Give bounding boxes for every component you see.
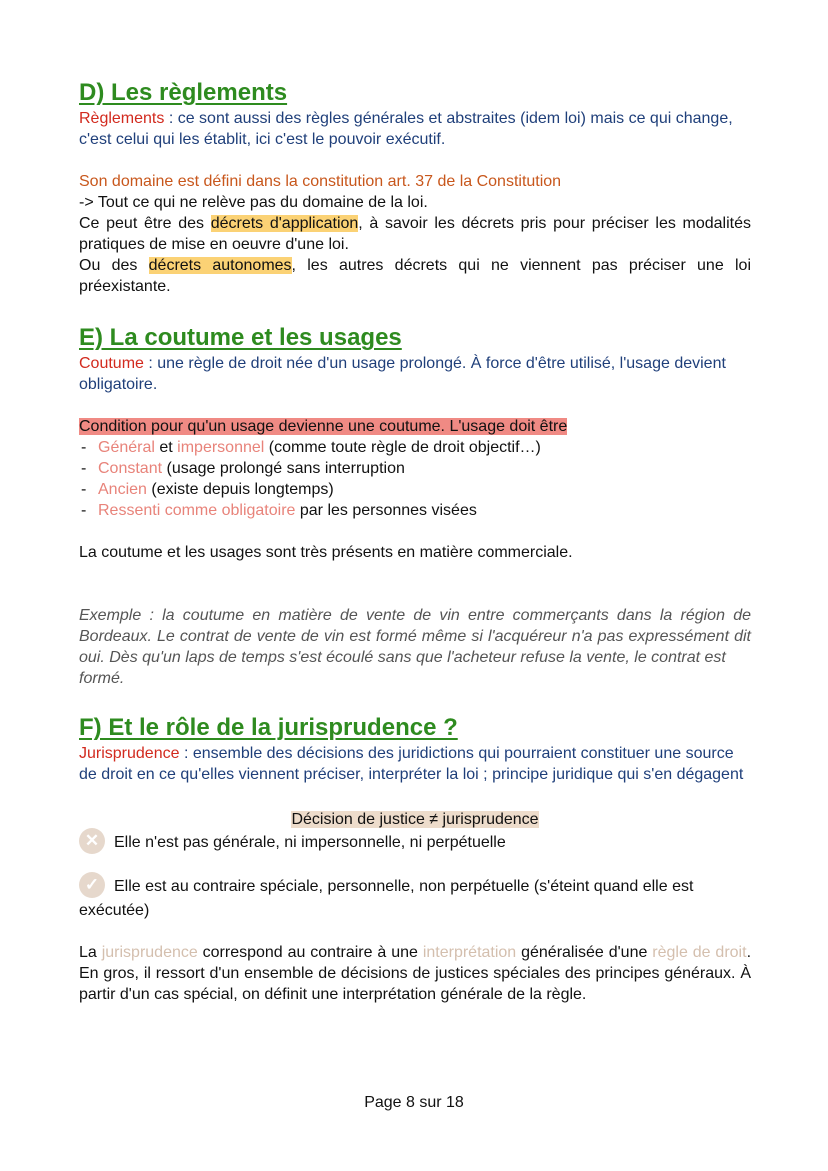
- commercial-line: La coutume et les usages sont très présents en matière commerciale.: [79, 544, 573, 561]
- coutume-definition-text: : une règle de droit née d'un usage prolongé. À force d'être utilisé, l'usage devient obligatoire.: [79, 355, 726, 393]
- list-item: [79, 500, 751, 521]
- jurisprudence-definition-text: : ensemble des décisions des juridictions qui pourraient constituer une source de droit en ce qu'elles viennent préciser, interpréter la loi ; principe juridique qui s'en dégagent: [79, 745, 744, 783]
- text-run: par les personnes visées: [295, 502, 477, 519]
- reglements-definition-text: : ce sont aussi des règles générales et abstraites (idem loi) mais ce qui change, c'est celui qui les établit, ici c'est le pouvoir exécutif.: [79, 110, 733, 148]
- text-run: et: [154, 439, 178, 456]
- decrets-application-paragraph: [79, 213, 751, 255]
- cross-statement: [79, 830, 751, 856]
- text-run: La: [79, 944, 102, 961]
- page-number: Page 8 sur 18: [364, 1094, 464, 1111]
- section-f-heading: F) Et le rôle de la jurisprudence ?: [79, 714, 458, 741]
- document-page: [79, 78, 751, 1005]
- cross-text: Elle n'est pas générale, ni impersonnelle, ni perpétuelle: [114, 834, 506, 852]
- text-run: (existe depuis longtemps): [146, 481, 334, 498]
- regle-de-droit-faint: règle de droit: [652, 944, 747, 961]
- text-run: correspond au contraire à une: [197, 944, 423, 961]
- criterion-constant: Constant: [98, 460, 163, 477]
- reglements-term: Règlements: [79, 110, 165, 127]
- coutume-definition: [79, 353, 751, 395]
- decrets-application-highlight: décrets d'application: [210, 215, 359, 232]
- section-e-heading: E) La coutume et les usages: [79, 324, 402, 351]
- decrets-autonomes-highlight: décrets autonomes: [148, 257, 292, 274]
- criterion-ancien: Ancien: [98, 481, 147, 498]
- condition-line: [79, 416, 751, 437]
- section-d-heading: D) Les règlements: [79, 79, 288, 106]
- arrow-line: -> Tout ce qui ne relève pas du domaine de la loi.: [79, 194, 428, 211]
- list-item: [79, 479, 751, 500]
- check-icon: ✓: [79, 872, 105, 898]
- jurisprudence-term: Jurisprudence: [79, 745, 180, 762]
- text-run: , à savoir les décrets pris pour préciser les modalités pratiques de mise en oeuvre d'une loi.: [79, 215, 751, 253]
- check-text: Elle est au contraire spéciale, personnelle, non perpétuelle (s'éteint quand elle est exécutée): [79, 878, 694, 919]
- interpretation-faint: interprétation: [422, 944, 517, 961]
- text-run: . En gros, il ressort d'un ensemble de décisions de justices spéciales des principes généraux. À partir d'un cas spécial, on définit une interprétation générale de la règle.: [79, 944, 752, 1003]
- jurisprudence-faint: jurisprudence: [101, 944, 198, 961]
- decision-line: [79, 809, 751, 830]
- check-statement: [79, 874, 751, 921]
- text-run: Ce peut être des: [79, 215, 211, 232]
- condition-list: [79, 437, 751, 521]
- list-item: [79, 458, 751, 479]
- text-run: généralisée d'une: [516, 944, 653, 961]
- reglements-definition: [79, 108, 751, 150]
- criterion-impersonnel: impersonnel: [177, 439, 265, 456]
- decision-highlight: Décision de justice ≠ jurisprudence: [291, 811, 539, 828]
- closing-paragraph: [79, 942, 751, 1005]
- domain-line: Son domaine est défini dans la constitution art. 37 de la Constitution: [79, 173, 562, 190]
- jurisprudence-definition: [79, 743, 751, 785]
- example-paragraph: Exemple : la coutume en matière de vente de vin entre commerçants dans la région de Bordeaux. Le contrat de vente de vin est formé même si l'acquéreur n'a pas expressément dit oui. Dès qu'un laps de temps s'est écoulé sans que l'acheteur refuse la vente, le contrat est: [79, 607, 751, 666]
- text-run: (usage prolongé sans interruption: [162, 460, 405, 477]
- text-run: (comme toute règle de droit objectif…): [264, 439, 541, 456]
- condition-highlight: Condition pour qu'un usage devienne une coutume. L'usage doit être: [79, 418, 568, 435]
- text-run: Ou des: [79, 257, 149, 274]
- criterion-general: Général: [98, 439, 155, 456]
- list-item: [79, 437, 751, 458]
- criterion-ressenti: Ressenti comme obligatoire: [98, 502, 296, 519]
- decrets-autonomes-paragraph: [79, 255, 751, 297]
- text-run: , les autres décrets qui ne viennent pas préciser une loi préexistante.: [79, 257, 751, 295]
- example-end: formé.: [79, 670, 125, 687]
- coutume-term: Coutume: [79, 355, 144, 372]
- cross-icon: ✕: [79, 828, 105, 854]
